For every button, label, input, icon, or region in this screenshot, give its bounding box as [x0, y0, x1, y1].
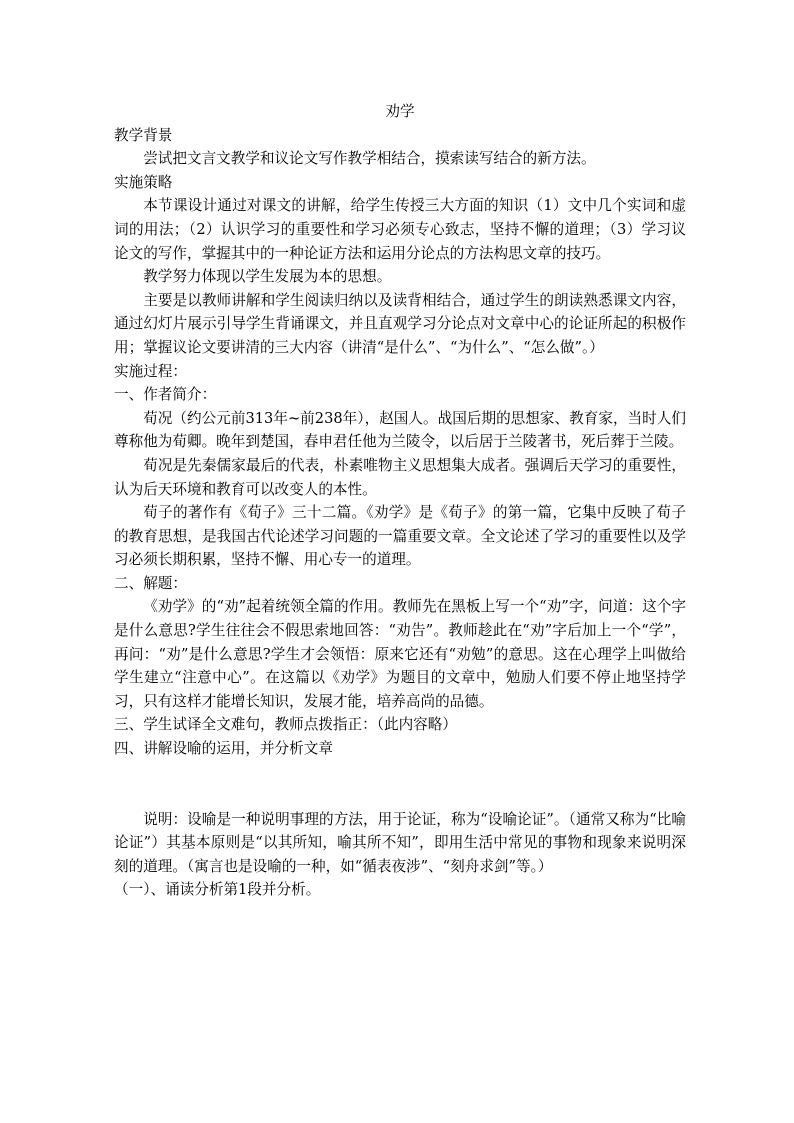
- author-paragraph-1: 荀况（约公元前313年~前238年），赵国人。战国后期的思想家、教育家，当时人们尊称他为荀卿。晚年到楚国，春申君任他为兰陵令，以后居于兰陵著书，死后葬于兰陵。: [114, 409, 686, 451]
- strategy-paragraph-1: 本节课设计通过对课文的讲解，给学生传授三大方面的知识（1）文中几个实词和虚词的用法；（2）认识学习的重要性和学习必须专心致志，坚持不懈的道理；（3）学习议论文的写作，掌握其中的一种论证方法和运用分论点的方法构思文章的技巧。: [114, 197, 686, 262]
- author-paragraph-3: 荀子的著作有《荀子》三十二篇。《劝学》是《荀子》的第一篇，它集中反映了荀子的教育思想，是我国古代论述学习问题的一篇重要文章。全文论述了学习的重要性以及学习必须长期积累，坚持不懈、用心专一的道理。: [114, 504, 686, 569]
- blank-line: [114, 761, 686, 808]
- title-explanation-paragraph: 《劝学》的“劝”起着统领全篇的作用。教师先在黑板上写一个“劝”字，问道：这个字是什么意思?学生往往会不假思索地回答：“劝告”。教师趁此在“劝”字后加上一个“学”，再问：“劝”是什么意思?学生才会领悟：原来它还有“劝勉”的意思。这在心理学上叫做给学生建立“注意中心”。在这篇以《劝学》为题目的文章中，勉励人们要不停止地坚持学习，只有这样才能增长知识，发展才能，培养高尚的品德。: [114, 598, 686, 710]
- document-body: [114, 100, 686, 902]
- translation-heading: 三、学生试译全文难句，教师点拨指正：（此内容略）: [114, 716, 457, 734]
- strategy-paragraph-3: 主要是以教师讲解和学生阅读归纳以及读背相结合，通过学生的朗读熟悉课文内容，通过幻灯片展示引导学生背诵课文，并且直观学习分论点对文章中心的论证所起的积极作用；掌握议论文要讲清的三大内容（讲清“是什么”、“为什么”、“怎么做”。）: [114, 291, 686, 356]
- author-paragraph-2: 荀况是先秦儒家最后的代表，朴素唯物主义思想集大成者。强调后天学习的重要性，认为后天环境和教育可以改变人的本性。: [114, 456, 686, 498]
- strategy-heading: 实施策略: [114, 173, 173, 191]
- process-heading: 实施过程：: [114, 362, 187, 380]
- background-heading: 教学背景: [114, 126, 173, 144]
- metaphor-paragraph: 说明：设喻是一种说明事理的方法，用于论证，称为“设喻论证”。（通常又称为“比喻论证”）其基本原则是“以其所知，喻其所不知”，即用生活中常见的事物和现象来说明深刻的道理。（寓言也是设喻的一种，如“循表夜涉”、“刻舟求剑”等。）: [114, 810, 686, 875]
- document-title: 劝学: [385, 103, 415, 120]
- reading-heading: （一）、诵读分析第1段并分析。: [114, 881, 321, 899]
- author-heading: 一、作者简介：: [114, 386, 217, 404]
- background-paragraph: 尝试把文言文教学和议论文写作教学相结合，摸索读写结合的新方法。: [143, 150, 596, 168]
- metaphor-heading: 四、讲解设喻的运用，并分析文章: [114, 740, 333, 758]
- strategy-paragraph-2: 教学努力体现以学生发展为本的思想。: [143, 268, 392, 286]
- title-explanation-heading: 二、解题：: [114, 574, 187, 592]
